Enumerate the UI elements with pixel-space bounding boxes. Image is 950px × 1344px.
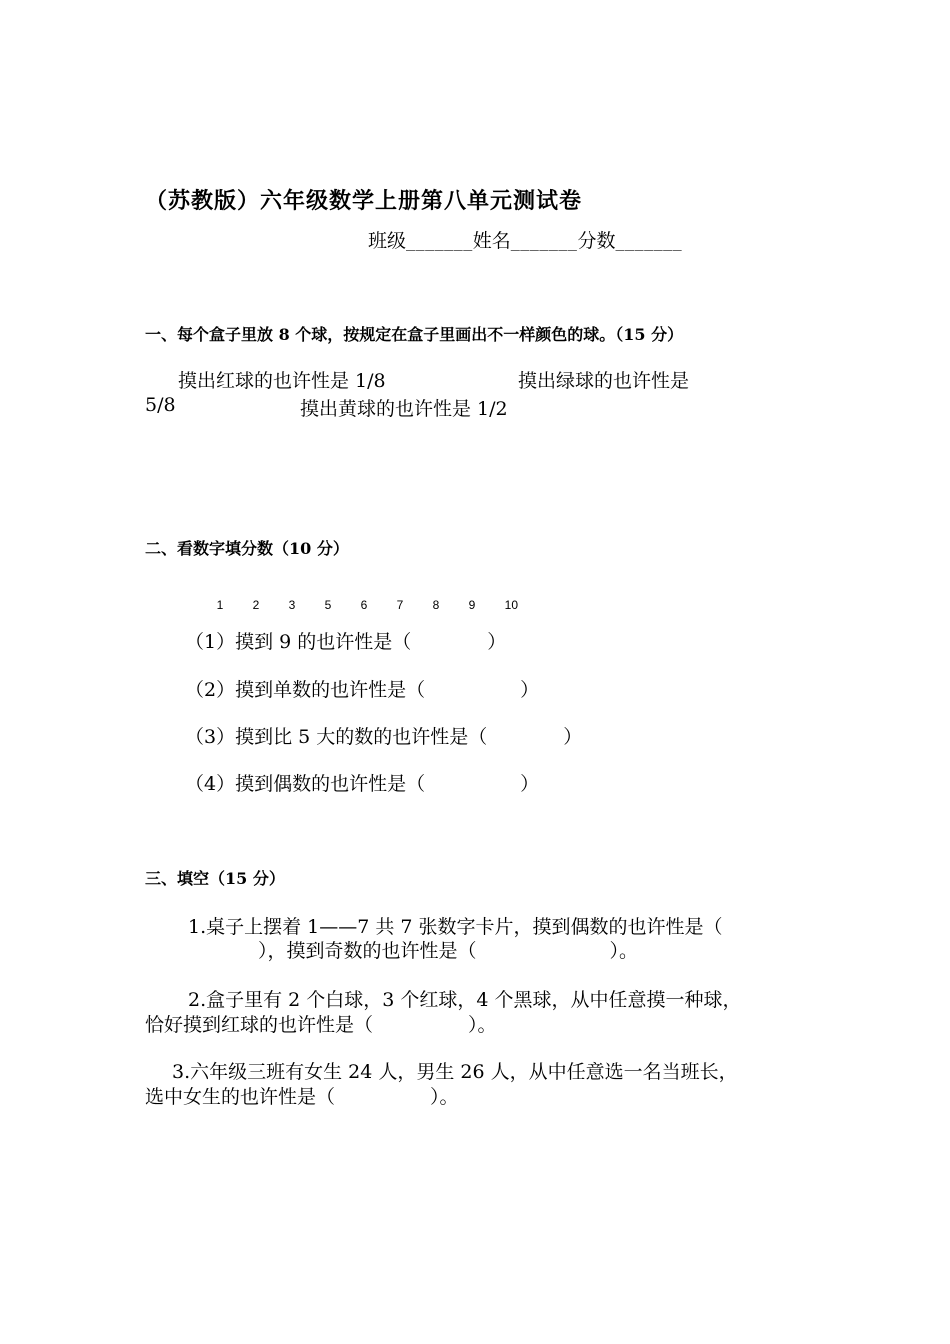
section1-heading: 一、每个盒子里放 8 个球，按规定在盒子里画出不一样颜色的球。（15 分） — [145, 325, 684, 344]
fill-blank-1-line1: 1.桌子上摆着 1——7 共 7 张数字卡片，摸到偶数的也许性是（ — [188, 916, 723, 938]
name-label: 姓名 — [472, 230, 511, 252]
number-card: 6 — [360, 598, 368, 612]
number-card: 1 — [216, 598, 224, 612]
class-blank: _______ — [406, 233, 473, 251]
number-card: 10 — [504, 598, 519, 612]
number-card: 3 — [288, 598, 296, 612]
student-info-line — [368, 226, 682, 253]
section1-green-ball-value: 5/8 — [145, 394, 176, 416]
fill-blank-2-line1: 2.盒子里有 2 个白球，3 个红球，4 个黑球，从中任意摸一种球， — [188, 989, 742, 1011]
number-card: 5 — [324, 598, 332, 612]
section1-red-ball-text: 摸出红球的也许性是 1/8 — [178, 370, 386, 392]
fill-blank-1-line2: ），摸到奇数的也许性是（ ）。 — [258, 940, 639, 962]
score-blank: _______ — [615, 233, 683, 251]
question-3: （3）摸到比 5 大的数的也许性是（ ） — [185, 726, 583, 748]
page-title: （苏教版）六年级数学上册第八单元测试卷 — [145, 188, 583, 214]
class-label: 班级 — [368, 230, 407, 252]
section1-green-ball-text: 摸出绿球的也许性是 — [518, 370, 690, 392]
section3-heading: 三、填空（15 分） — [145, 869, 285, 888]
number-card: 7 — [396, 598, 404, 612]
number-card: 9 — [468, 598, 476, 612]
number-card: 2 — [252, 598, 260, 612]
name-blank: _______ — [510, 233, 578, 251]
question-2: （2）摸到单数的也许性是（ ） — [185, 679, 540, 701]
fill-blank-2-line2: 恰好摸到红球的也许性是（ ）。 — [145, 1014, 497, 1036]
number-cards-row — [210, 584, 541, 612]
question-1: （1）摸到 9 的也许性是（ ） — [185, 631, 507, 653]
section2-heading: 二、看数字填分数（10 分） — [145, 539, 349, 558]
fill-blank-3-line1: 3.六年级三班有女生 24 人，男生 26 人，从中任意选一名当班长， — [172, 1061, 738, 1083]
section1-yellow-ball-text: 摸出黄球的也许性是 1/2 — [300, 398, 508, 420]
fill-blank-3-line2: 选中女生的也许性是（ ）。 — [145, 1086, 459, 1108]
question-4: （4）摸到偶数的也许性是（ ） — [185, 773, 540, 795]
number-card: 8 — [432, 598, 440, 612]
score-label: 分数 — [577, 230, 616, 252]
